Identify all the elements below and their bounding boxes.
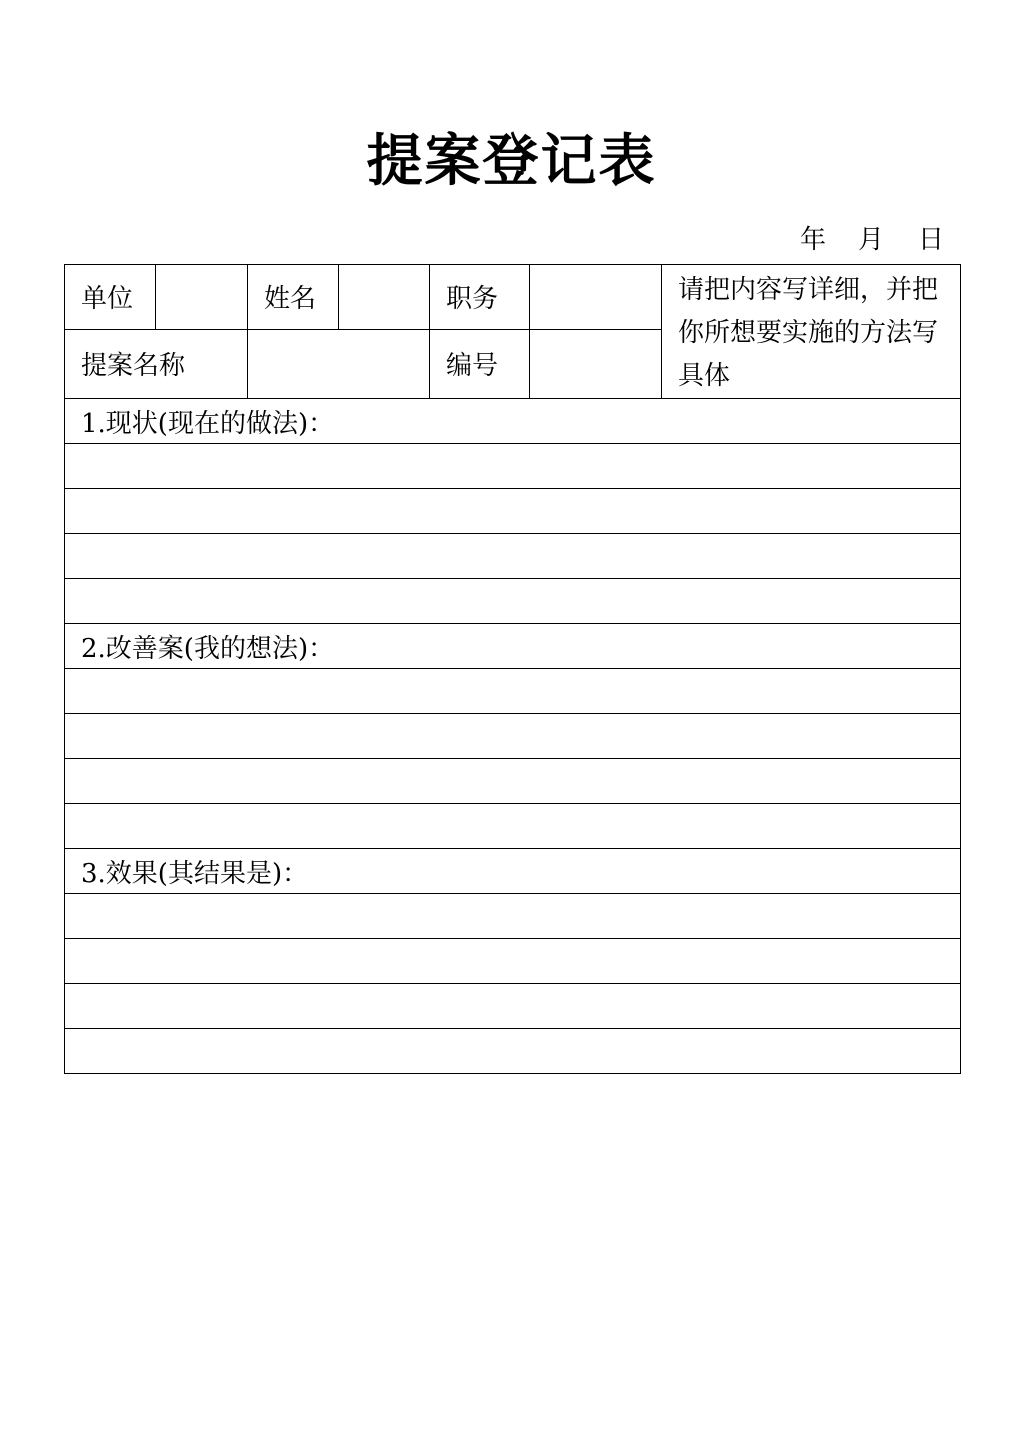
name-field[interactable] xyxy=(339,265,430,330)
section-heading: 2.改善案(我的想法)： xyxy=(65,624,961,669)
writing-line[interactable] xyxy=(65,759,961,804)
name-label: 姓名 xyxy=(248,265,339,330)
section-heading: 3.效果(其结果是)： xyxy=(65,849,961,894)
proposal-form-table xyxy=(64,264,961,1074)
writing-line[interactable] xyxy=(65,534,961,579)
writing-line[interactable] xyxy=(65,1029,961,1074)
section-heading: 1.现状(现在的做法)： xyxy=(65,399,961,444)
month-label: 月 xyxy=(858,225,885,255)
proposal-name-label: 提案名称 xyxy=(65,329,248,398)
number-field[interactable] xyxy=(530,329,662,398)
page-title: 提案登记表 xyxy=(366,129,657,194)
position-field[interactable] xyxy=(530,265,662,330)
year-label: 年 xyxy=(800,225,827,255)
writing-line[interactable] xyxy=(65,939,961,984)
unit-label: 单位 xyxy=(65,265,156,330)
instruction-note: 请把内容写详细，并把你所想要实施的方法写具体 xyxy=(662,265,961,399)
writing-line[interactable] xyxy=(65,444,961,489)
day-label: 日 xyxy=(918,225,945,255)
date-line xyxy=(790,222,950,258)
position-label: 职务 xyxy=(430,265,530,330)
writing-line[interactable] xyxy=(65,894,961,939)
writing-line[interactable] xyxy=(65,984,961,1029)
writing-line[interactable] xyxy=(65,669,961,714)
proposal-name-field[interactable] xyxy=(248,329,430,398)
number-label: 编号 xyxy=(430,329,530,398)
writing-line[interactable] xyxy=(65,804,961,849)
writing-line[interactable] xyxy=(65,714,961,759)
writing-line[interactable] xyxy=(65,579,961,624)
unit-field[interactable] xyxy=(156,265,248,330)
writing-line[interactable] xyxy=(65,489,961,534)
